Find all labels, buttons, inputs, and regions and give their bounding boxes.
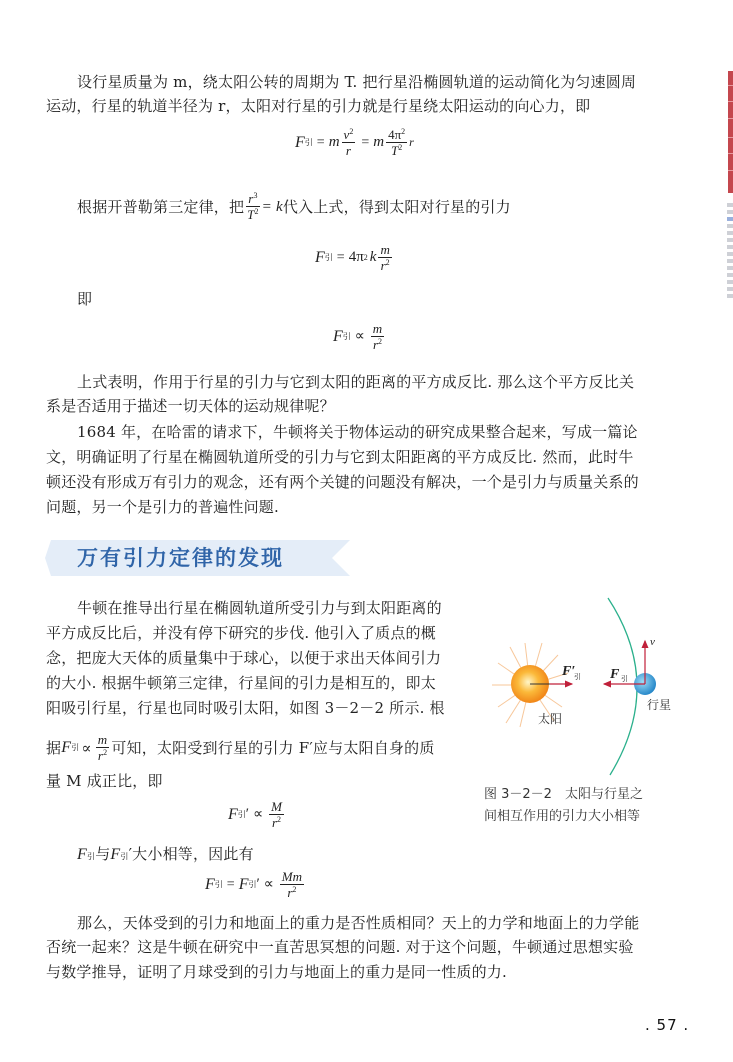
- equation-proportional-M: F 引 ′ ∝ $\frac{M}{r^2}$: [228, 799, 282, 830]
- word-ji: 即: [77, 290, 93, 308]
- paragraph-kepler: 根据开普勒第三定律，把 $\frac{r^3}{T^2}$ = k 代入上式，得到太阳对行星的引力: [77, 191, 511, 222]
- equation-gravity-k: F 引 = 4π 2 k $\frac{m}{r^2}$: [315, 242, 390, 273]
- equation-proportional-m: F 引 ∝ $\frac{m}{r^2}$: [333, 321, 383, 352]
- figure-caption-line: 图 3－2－2 太阳与行星之: [484, 787, 643, 802]
- svg-text:行星: 行星: [647, 698, 672, 712]
- paragraph-line: 设行星质量为 m，绕太阳公转的周期为 T. 把行星沿椭圆轨道的运动简化为匀速圆周: [77, 73, 637, 91]
- section-heading-banner: [45, 540, 350, 576]
- paragraph-line: 顿还没有形成万有引力的观念，还有两个关键的问题没有解决，一个是引力与质量关系的: [46, 473, 639, 491]
- paragraph-line: 系是否适用于描述一切天体的运动规律呢？: [46, 397, 335, 415]
- paragraph-equal-magnitude: F 引 与 F 引 ′大小相等，因此有: [77, 845, 254, 863]
- paragraph-line-inline-math: 据 F 引 ∝ $\frac{m}{r^2}$ 可知，太阳受到行星的引力 F′应与太阳自身的质: [46, 732, 435, 763]
- svg-text:引: 引: [574, 673, 581, 681]
- paragraph-line: 问题，另一个是引力的普遍性问题.: [46, 498, 279, 516]
- paragraph-line: 量 M 成正比，即: [46, 772, 163, 790]
- svg-text:太阳: 太阳: [538, 712, 563, 726]
- paragraph-line: 运动，行星的轨道半径为 r，太阳对行星的引力就是行星绕太阳运动的向心力，即: [46, 97, 591, 115]
- svg-text:引: 引: [621, 675, 628, 683]
- paragraph-line: 那么，天体受到的引力和地面上的重力是否性质相同？天上的力学和地面上的力学能: [77, 914, 640, 932]
- paragraph-line: 平方成反比后，并没有停下研究的步伐. 他引入了质点的概: [46, 624, 436, 642]
- paragraph-line: 1684 年，在哈雷的请求下，牛顿将关于物体运动的研究成果整合起来，写成一篇论: [77, 423, 638, 441]
- sun-planet-diagram: [480, 595, 680, 780]
- chapter-side-title: [727, 203, 733, 318]
- svg-text:F: F: [610, 667, 620, 682]
- paragraph-line: 与数学推导，证明了月球受到的引力与地面上的重力是同一性质的力.: [46, 963, 507, 981]
- paragraph-line: 的大小. 根据牛顿第三定律，行星间的引力是相互的，即太: [46, 674, 436, 692]
- page-number: . 57 .: [645, 1016, 690, 1034]
- paragraph-line: 上式表明，作用于行星的引力与它到太阳的距离的平方成反比. 那么这个平方反比关: [77, 373, 635, 391]
- figure-caption-line: 间相互作用的引力大小相等: [484, 809, 641, 824]
- paragraph-line: 文，明确证明了行星在椭圆轨道所受的引力与它到太阳距离的平方成反比. 然而，此时牛: [46, 448, 634, 466]
- figure-sun-planet-forces: [480, 595, 680, 780]
- paragraph-line: 念，把庞大天体的质量集中于球心，以便于求出天体间引力: [46, 649, 442, 667]
- svg-text:F′: F′: [562, 664, 576, 679]
- orbit-path: [608, 598, 637, 775]
- equation-universal-gravitation: F 引 = F 引 ′ ∝ $\frac{Mm}{r^2}$: [205, 869, 302, 900]
- chapter-tab-accent: [728, 71, 733, 193]
- paragraph-line: 牛顿在推导出行星在椭圆轨道所受引力与到太阳距离的: [77, 599, 442, 617]
- equation-centripetal-force: F 引 = m $\frac{v^2}{r}$ = m $\frac{4\pi^2}{T^2}$ r: [295, 127, 414, 158]
- section-heading: 万有引力定律的发现: [77, 546, 284, 570]
- svg-text:v: v: [650, 636, 655, 648]
- paragraph-line: 阳吸引行星，行星也同时吸引太阳，如图 3－2－2 所示. 根: [46, 699, 445, 717]
- paragraph-line: 否统一起来？这是牛顿在研究中一直苦思冥想的问题. 对于这个问题，牛顿通过思想实验: [46, 938, 634, 956]
